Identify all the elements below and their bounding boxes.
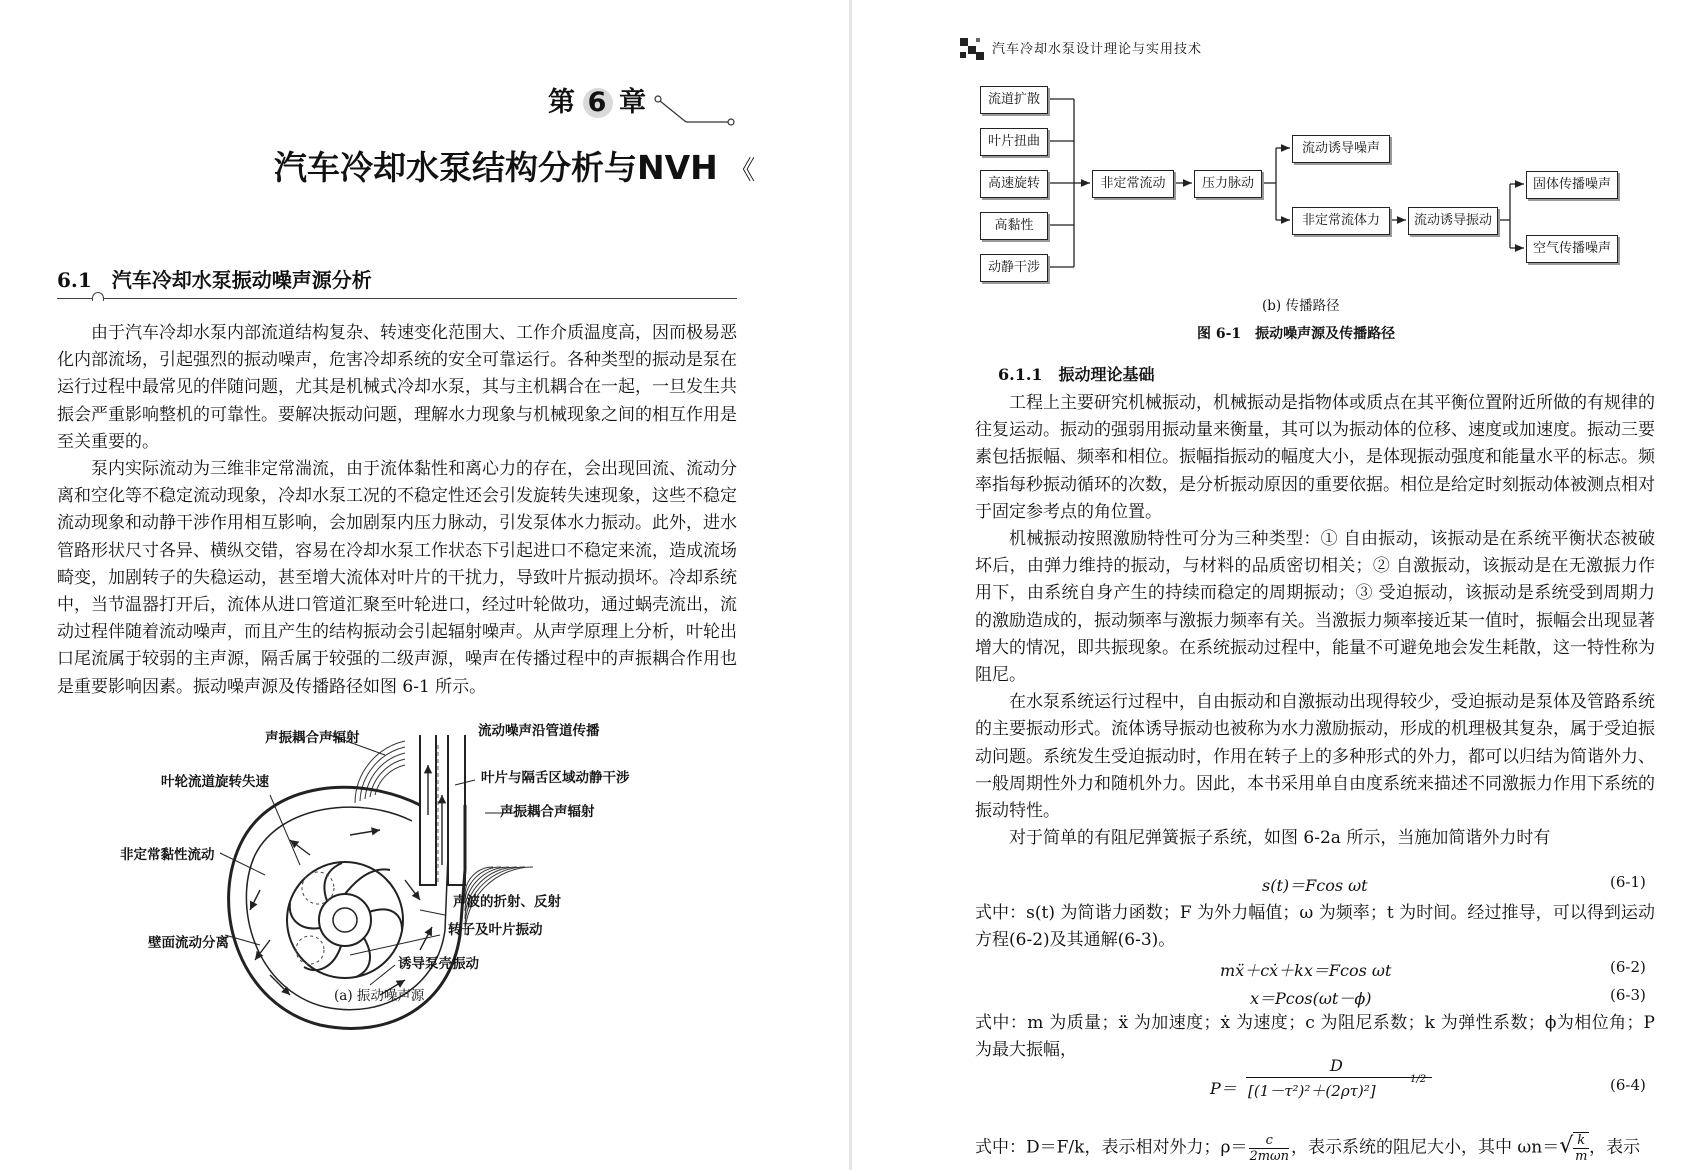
equation-6-3-number: (6-3) — [1610, 986, 1646, 1004]
last-line-a: 式中：D＝F/k，表示相对外力；ρ＝ — [975, 1137, 1248, 1158]
fig-a-label-10: 诱导泵壳振动 — [398, 956, 479, 972]
right-paragraph-4: 对于简单的有阻尼弹簧振子系统，如图 6-2a 所示，当施加简谐外力时有 — [1009, 828, 1551, 849]
running-header: 汽车冷却水泵设计理论与实用技术 — [992, 42, 1203, 57]
flow-source-5: 动静干涉 — [980, 254, 1048, 282]
rho-fraction — [1249, 1133, 1289, 1164]
rho-numerator: c — [1249, 1133, 1289, 1149]
fig-a-label-5: 声振耦合声辐射 — [500, 804, 595, 820]
chapter-label-post: 章 — [619, 87, 648, 118]
flow-source-3: 高速旋转 — [980, 170, 1048, 198]
fig-a-label-1: 声振耦合声辐射 — [265, 730, 360, 746]
right-body-3 — [975, 1010, 1655, 1064]
chapter-decoration — [650, 95, 740, 135]
chapter-label-pre: 第 — [548, 87, 577, 118]
eq4-fraction-bar — [1246, 1077, 1432, 1078]
fig-a-label-2: 流动噪声沿管道传播 — [478, 723, 600, 739]
sqrt-numerator: k — [1573, 1133, 1589, 1149]
flow-induced-vibration: 流动诱导振动 — [1408, 207, 1498, 235]
chapter-number: 6 — [583, 88, 613, 118]
fig-a-label-7: 声波的折射、反射 — [453, 894, 561, 910]
right-body — [975, 390, 1655, 852]
right-paragraph-1: 工程上主要研究机械振动，机械振动是指物体或质点在其平衡位置附近所做的有规律的往复运动。振动的强弱用振动量来衡量，其可以为振动体的位移、速度或加速度。振动三要素包括振幅、频率和相位。振幅指振动的幅度大小，是体现振动强度和能量水平的标志。频率指每秒振动循环的次数，是分析振动原因的重要依据。相位是给定时刻振动体被测点相对于固定参考点的角位置。 — [975, 393, 1655, 522]
fig-b-caption: (b) 传播路径 — [1262, 298, 1340, 314]
last-line — [975, 1132, 1665, 1164]
right-paragraph-2: 机械振动按照激励特性可分为三种类型：① 自由振动，该振动是在系统平衡状态被破坏后，由弹力维持的振动，与材料的品质密切相关；② 自激振动，该振动是在无激振力作用下，由系统自身产生的持续而稳定的周期振动；③ 受迫振动，该振动是系统受到周期力的激励造成的，振动频率与激振力频率有关。当激振力频率接近某一值时，振幅会出现显著增大的情况，即共振现象。在系统振动过程中，能量不可避免地会发生耗散，这一特性称为阻尼。 — [975, 529, 1655, 686]
flow-air-noise: 空气传播噪声 — [1526, 235, 1618, 263]
eq4-denominator: [(1－τ²)²＋(2ρτ)²] — [1248, 1082, 1376, 1100]
equation-6-1: s(t)＝Fcos ωt — [1262, 876, 1368, 895]
flow-source-1: 流道扩散 — [980, 86, 1048, 114]
flow-unsteady: 非定常流动 — [1092, 170, 1174, 198]
flow-source-4: 高黏性 — [980, 212, 1048, 240]
eq4-numerator: D — [1330, 1056, 1343, 1075]
fig-a-caption: (a) 振动噪声源 — [334, 988, 425, 1004]
eq4-lhs: P＝ — [1210, 1079, 1237, 1098]
eq3-explanation: 式中：m 为质量；ẍ 为加速度；ẋ 为速度；c 为阻尼系数；k 为弹性系数；ϕ为相位角；P 为最大振幅， — [975, 1013, 1655, 1061]
right-paragraph-3: 在水泵系统运行过程中，自由振动和自激振动出现得较少，受迫振动是泵体及管路系统的主要振动形式。流体诱导振动也被称为水力激励振动，形成的机理极其复杂，属于受迫振动问题。系统发生受迫振动时，作用在转子上的多种形式的外力，都可以归结为简谐外力、一般周期性外力和随机外力。因此，本书采用单自由度系统来描述不同激振力作用下系统的振动特性。 — [975, 692, 1655, 822]
rho-denominator: 2mωn — [1249, 1148, 1290, 1164]
equation-6-3: x＝Pcos(ωt－ϕ) — [1250, 989, 1372, 1008]
fig-a-label-8: 转子及叶片振动 — [448, 922, 543, 938]
eq1-explanation: 式中：s(t) 为简谐力函数；F 为外力幅值；ω 为频率；t 为时间。经过推导，可以得到运动方程(6-2)及其通解(6-3)。 — [975, 903, 1655, 951]
last-line-c: ，表示 — [1589, 1137, 1641, 1158]
subsection-title: 6.1.1 振动理论基础 — [998, 365, 1155, 384]
equation-6-2-number: (6-2) — [1610, 958, 1646, 976]
flow-pressure-pulsation: 压力脉动 — [1194, 170, 1262, 198]
figure-title: 图 6-1 振动噪声源及传播路径 — [1197, 326, 1396, 342]
fig-a-label-4: 叶片与隔舌区域动静干涉 — [481, 770, 630, 786]
sqrt-sign: √ — [1559, 1133, 1574, 1159]
sqrt-denominator: m — [1575, 1149, 1588, 1164]
eq4-exponent: 1/2 — [1410, 1074, 1427, 1085]
fig-a-label-9: 壁面流动分离 — [148, 935, 229, 951]
left-paragraph-2: 泵内实际流动为三维非定常湍流，由于流体黏性和离心力的存在，会出现回流、流动分离和空化等不稳定流动现象，冷却水泵工况的不稳定性还会引发旋转失速现象，这些不稳定流动现象和动静干涉作用相互影响，会加剧泵内压力脉动，引发泵体水力振动。此外，进水管路形状尺寸各异、横纵交错，容易在冷却水泵工作状态下引起进口不稳定来流，造成流场畸变，加剧转子的失稳运动，甚至增大流体对叶片的干扰力，导致叶片振动损坏。冷却系统中，当节温器打开后，流体从进口管道汇聚至叶轮进口，经过叶轮做功，通过蜗壳流出，流动过程伴随着流动噪声，而且产生的结构振动会引起辐射噪声。从声学原理上分析，叶轮出口尾流属于较弱的主声源，隔舌属于较强的二级声源，噪声在传播过程中的声振耦合作用也是重要影响因素。振动噪声源及传播路径如图 6-1 所示。 — [57, 459, 737, 697]
equation-6-1-number: (6-1) — [1610, 873, 1646, 891]
section-rule-tick — [92, 292, 104, 301]
chapter-title — [274, 142, 755, 189]
right-body-2 — [975, 900, 1655, 954]
propagation-flow-diagram — [980, 80, 1630, 290]
fig-a-label-3: 叶轮流道旋转失速 — [161, 774, 269, 790]
equation-6-2: mẍ＋cẋ＋kx＝Fcos ωt — [1220, 961, 1392, 980]
equation-6-4-number: (6-4) — [1610, 1076, 1646, 1094]
chapter-title-mark: 《 — [729, 156, 756, 186]
section-title: 6.1 汽车冷却水泵振动噪声源分析 — [57, 268, 372, 292]
chapter-label — [548, 80, 648, 119]
fig-a-label-6: 非定常黏性流动 — [120, 847, 215, 863]
header-checker-icon — [960, 38, 986, 60]
left-body — [57, 320, 737, 701]
flow-solid-noise: 固体传播噪声 — [1526, 171, 1618, 199]
flow-induced-noise: 流动诱导噪声 — [1292, 135, 1390, 163]
flow-source-2: 叶片扭曲 — [980, 128, 1048, 156]
section-rule — [57, 298, 737, 299]
last-line-b: ，表示系统的阻尼大小，其中 ωn＝ — [1291, 1137, 1560, 1158]
chapter-title-text: 汽车冷却水泵结构分析与NVH — [274, 148, 718, 187]
left-paragraph-1: 由于汽车冷却水泵内部流道结构复杂、转速变化范围大、工作介质温度高，因而极易恶化内部流场，引起强烈的振动噪声，危害冷却系统的安全可靠运行。各种类型的振动是泵在运行过程中最常见的伴随问题，尤其是机械式冷却水泵，其与主机耦合在一起，一旦发生共振会严重影响整机的可靠性。要解决振动问题，理解水力现象与机械现象之间的相互作用是至关重要的。 — [57, 323, 737, 452]
flow-unsteady-force: 非定常流体力 — [1292, 207, 1390, 235]
sqrt-fraction — [1573, 1132, 1589, 1164]
